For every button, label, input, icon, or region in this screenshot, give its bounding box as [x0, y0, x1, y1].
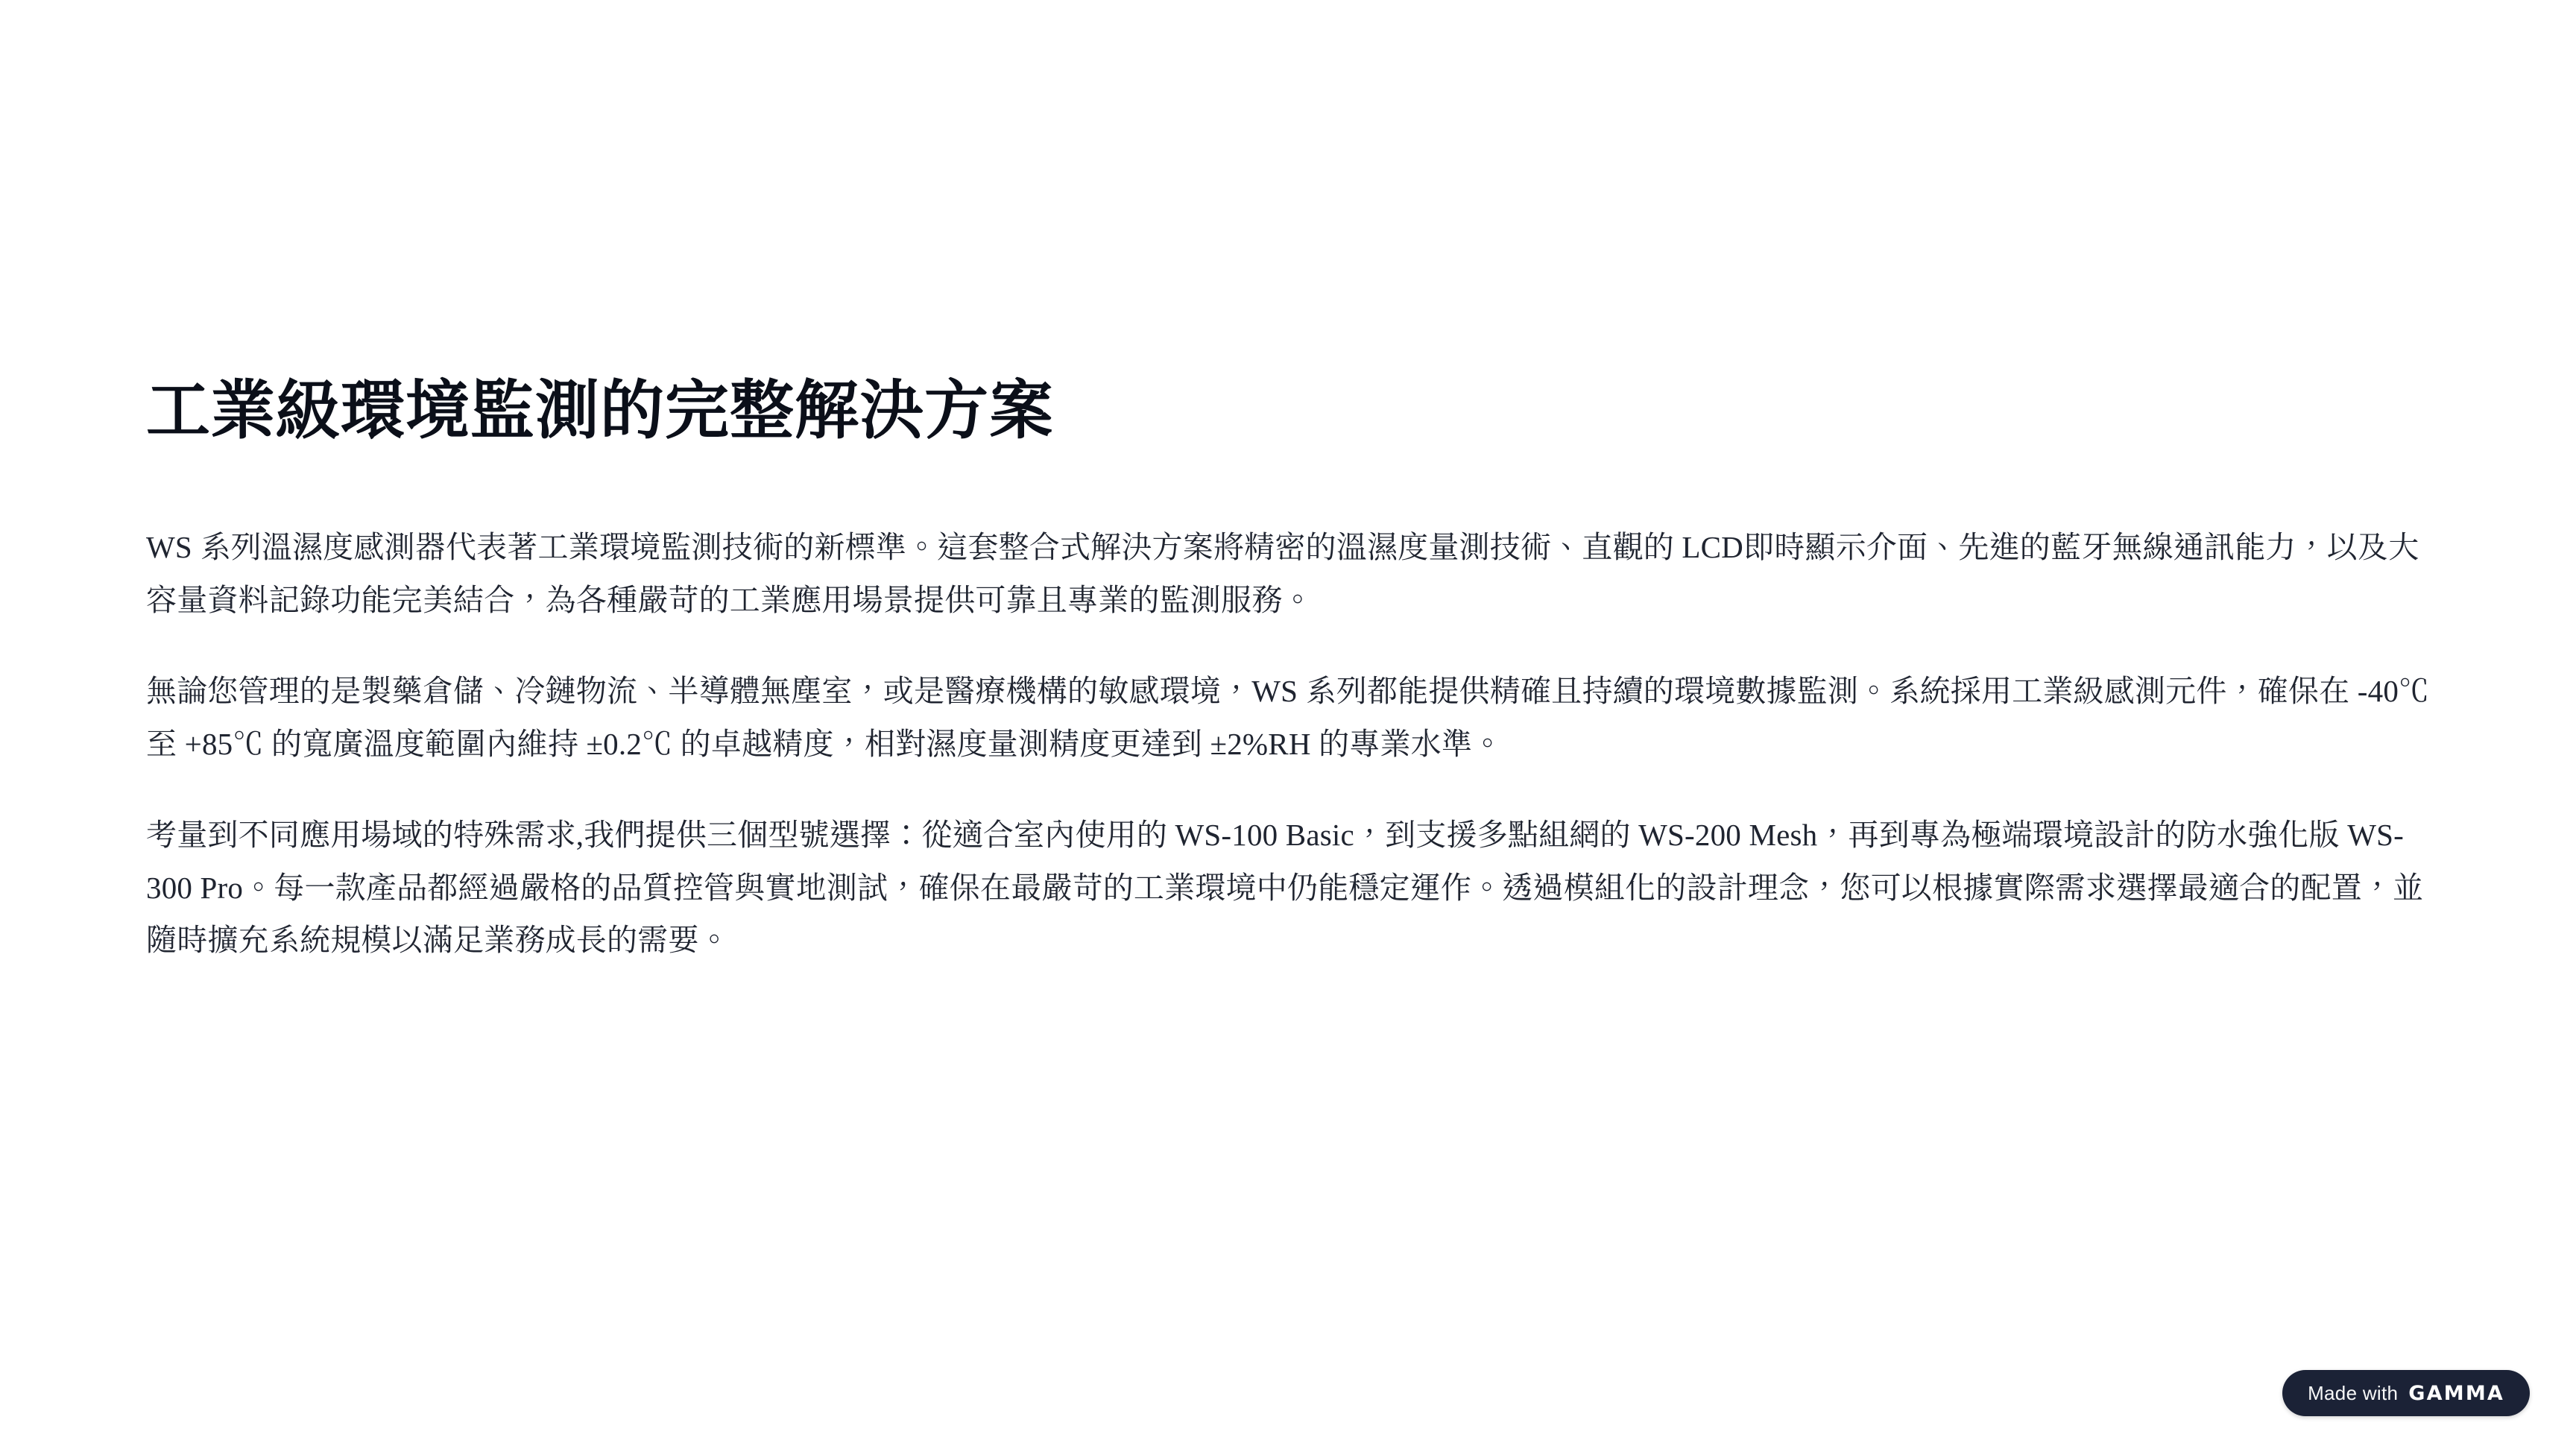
slide-content — [146, 373, 2434, 967]
made-with-gamma-badge[interactable] — [2282, 1370, 2530, 1416]
made-with-label: Made with — [2308, 1381, 2399, 1404]
body-paragraph-3: 考量到不同應用場域的特殊需求,我們提供三個型號選擇：從適合室內使用的 WS-100 Basic，到支援多點組網的 WS-200 Mesh，再到專為極端環境設計的防水強化版 WS-300 Pro。每一款產品都經過嚴格的品質控管與實地測試，確保在最嚴苛的工業環境中仍能穩定運作。透過模組化的設計理念，您可以根據實際需求選擇最適合的配置，並隨時擴充系統規模以滿足業務成長的需要。 — [146, 818, 2424, 958]
gamma-wordmark: GAMMA — [2408, 1381, 2504, 1405]
body-paragraph-2: 無論您管理的是製藥倉儲、冷鏈物流、半導體無塵室，或是醫療機構的敏感環境，WS 系列都能提供精確且持續的環境數據監測。系統採用工業級感測元件，確保在 -40℃ 至 +85℃ 的寬廣溫度範圍內維持 ±0.2℃ 的卓越精度，相對濕度量測精度更達到 ±2%RH 的專業水準。 — [146, 674, 2430, 761]
body-paragraph-1: WS 系列溫濕度感測器代表著工業環境監測技術的新標準。這套整合式解決方案將精密的溫濕度量測技術、直觀的 LCD即時顯示介面、先進的藍牙無線通訊能力，以及大容量資料記錄功能完美結合，為各種嚴苛的工業應用場景提供可靠且專業的監測服務。 — [146, 530, 2419, 617]
page-title: 工業級環境監測的完整解決方案 — [146, 375, 1054, 446]
